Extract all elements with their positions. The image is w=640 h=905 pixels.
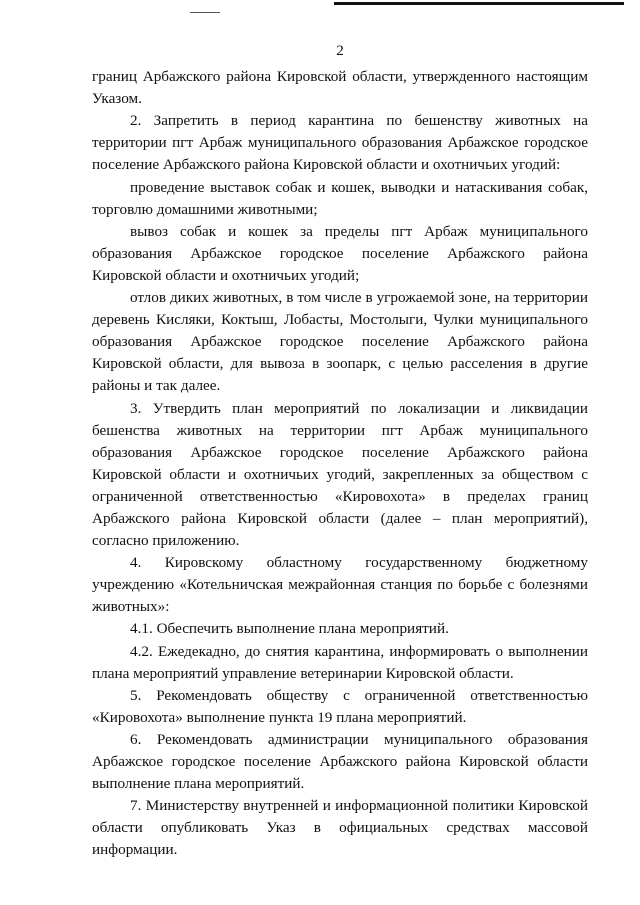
paragraph-continuation: границ Арбажского района Кировской области, утвержденного настоящим Указом. bbox=[92, 68, 588, 108]
page-number: 2 bbox=[336, 42, 344, 59]
paragraph-subitem: отлов диких животных, в том числе в угрожаемой зоне, на территории деревень Кисляки, Коктыш, Лобасты, Мостолыги, Чулки муниципального образования Арбажское городское поселение Арбажского района Кировской области, для вывоза в зоопарк, с целью расселения в другие районы и так далее. bbox=[92, 289, 588, 395]
scan-artifact-mark bbox=[190, 12, 220, 13]
paragraph-item-2: 2. Запретить в период карантина по бешенству животных на территории пгт Арбаж муниципального образования Арбажское городское поселение Арбажского района Кировской области и охотничьих угодий: bbox=[92, 112, 588, 174]
paragraph-item-4-1: 4.1. Обеспечить выполнение плана мероприятий. bbox=[130, 620, 449, 638]
paragraph-item-4-2: 4.2. Ежедекадно, до снятия карантина, информировать о выполнении плана мероприятий управление ветеринарии Кировской области. bbox=[92, 642, 588, 682]
paragraph-subitem: вывоз собак и кошек за пределы пгт Арбаж муниципального образования Арбажское городское поселение Арбажского района Кировской области и охотничьих угодий; bbox=[92, 222, 588, 284]
paragraph-item-4: 4. Кировскому областному государственному бюджетному учреждению «Котельничская межрайонная станция по борьбе с болезнями животных»: bbox=[92, 554, 588, 616]
document-page bbox=[92, 40, 588, 861]
paragraph-item-5: 5. Рекомендовать обществу с ограниченной ответственностью «Кировохота» выполнение пункта 19 плана мероприятий. bbox=[92, 686, 588, 726]
paragraph-item-3: 3. Утвердить план мероприятий по локализации и ликвидации бешенства животных на территории пгт Арбаж муниципального образования Арбажское городское поселение Арбажского района Кировской области и охотничьих угодий, закрепленных за обществом с ограниченной ответственностью «Кировохота» в пределах границ Арбажского района Кировской области (далее – план мероприятий), согласно приложению. bbox=[92, 399, 588, 550]
paragraph-subitem: проведение выставок собак и кошек, выводки и натаскивания собак, торговлю домашними животными; bbox=[92, 178, 588, 218]
scan-border-line bbox=[334, 2, 624, 5]
paragraph-item-6: 6. Рекомендовать администрации муниципального образования Арбажское городское поселение Арбажского района Кировской области выполнение плана мероприятий. bbox=[92, 730, 588, 793]
paragraph-item-7: 7. Министерству внутренней и информационной политики Кировской области опубликовать Указ в официальных средствах массовой информации. bbox=[92, 797, 588, 859]
